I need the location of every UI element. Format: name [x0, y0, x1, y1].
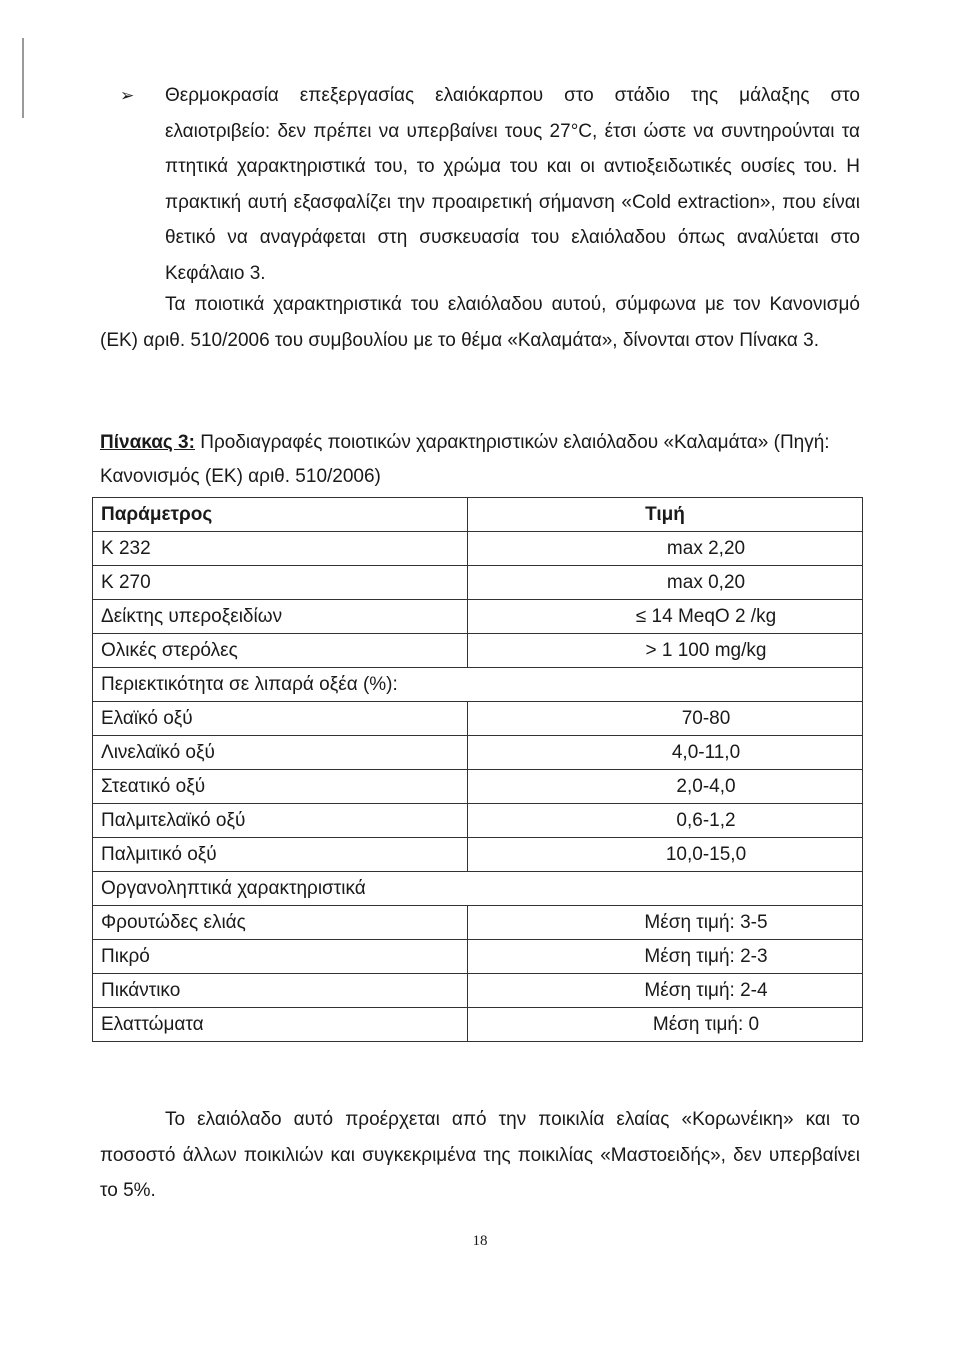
arrow-bullet-icon: ➢	[120, 86, 135, 105]
header-value: Τιμή	[468, 498, 863, 532]
parameter-cell: Παλμιτικό οξύ	[93, 838, 468, 872]
value-cell: ≤ 14 MeqO 2 /kg	[468, 600, 863, 634]
quality-paragraph: Τα ποιοτικά χαρακτηριστικά του ελαιόλαδου αυτού, σύμφωνα με τον Κανονισμό (ΕΚ) αριθ. 510/2006 του συμβουλίου με το θέμα «Καλαμάτα», δίνονται στον Πίνακα 3.	[100, 294, 860, 351]
parameter-cell: Δείκτης υπεροξειδίων	[93, 600, 468, 634]
value-cell: 4,0-11,0	[468, 736, 863, 770]
value-cell: max 0,20	[468, 566, 863, 600]
value-cell	[468, 872, 863, 906]
table-row	[93, 532, 863, 566]
header-parameter: Παράμετρος	[93, 498, 468, 532]
parameter-cell: K 270	[93, 566, 468, 600]
parameter-cell: Στεατικό οξύ	[93, 770, 468, 804]
value-cell: Μέση τιμή: 0	[468, 1008, 863, 1042]
table-row	[93, 872, 863, 906]
table-row	[93, 668, 863, 702]
bullet-paragraph	[120, 78, 860, 291]
value-cell: > 1 100 mg/kg	[468, 634, 863, 668]
table-row	[93, 940, 863, 974]
bullet-text: Θερμοκρασία επεξεργασίας ελαιόκαρπου στο στάδιο της μάλαξης στο ελαιοτριβείο: δεν πρέπει να υπερβαίνει τους 27°C, έτσι ώστε να συντηρούνται τα πτητικά χαρακτηριστικά του, το χρώμα του και οι αντιοξειδωτικές ουσίες του. Η πρακτική αυτή εξασφαλίζει την προαιρετική σήμανση «Cold extraction», που είναι θετικό να αναγράφεται στη συσκευασία του ελαιόλαδου όπως αναλύεται στο Κεφάλαιο 3.	[165, 85, 860, 284]
parameter-cell: Πικάντικο	[93, 974, 468, 1008]
variety-paragraph: Το ελαιόλαδο αυτό προέρχεται από την ποικιλία ελαίας «Κορωνέικη» και το ποσοστό άλλων ποικιλιών και συγκεκριμένα της ποικιλίας «Μαστοειδής», δεν υπερβαίνει το 5%.	[100, 1109, 860, 1201]
value-cell: Μέση τιμή: 2-3	[468, 940, 863, 974]
table-row	[93, 566, 863, 600]
parameter-cell: Περιεκτικότητα σε λιπαρά οξέα (%):	[93, 668, 468, 702]
page-number: 18	[472, 1233, 488, 1249]
parameter-cell: Πικρό	[93, 940, 468, 974]
scan-edge-mark	[22, 38, 24, 118]
table-row	[93, 600, 863, 634]
specifications-table	[92, 497, 863, 1042]
parameter-cell: Ολικές στερόλες	[93, 634, 468, 668]
parameter-cell: Φρουτώδες ελιάς	[93, 906, 468, 940]
table-row	[93, 770, 863, 804]
value-cell: 0,6-1,2	[468, 804, 863, 838]
value-cell: Μέση τιμή: 2-4	[468, 974, 863, 1008]
parameter-cell: Ελαϊκό οξύ	[93, 702, 468, 736]
table-header-row	[93, 498, 863, 532]
value-cell: 10,0-15,0	[468, 838, 863, 872]
parameter-cell: K 232	[93, 532, 468, 566]
value-cell: max 2,20	[468, 532, 863, 566]
parameter-cell: Λινελαϊκό οξύ	[93, 736, 468, 770]
table-caption-label: Πίνακας 3:	[100, 432, 195, 453]
value-cell: Μέση τιμή: 3-5	[468, 906, 863, 940]
table-caption	[100, 426, 860, 494]
table-row	[93, 634, 863, 668]
table-row	[93, 1008, 863, 1042]
table-body	[93, 532, 863, 1042]
parameter-cell: Ελαττώματα	[93, 1008, 468, 1042]
table-row	[93, 906, 863, 940]
value-cell: 2,0-4,0	[468, 770, 863, 804]
table-row	[93, 736, 863, 770]
table-row	[93, 804, 863, 838]
table-row	[93, 702, 863, 736]
table-row	[93, 974, 863, 1008]
parameter-cell: Παλμιτελαϊκό οξύ	[93, 804, 468, 838]
table-caption-text: Προδιαγραφές ποιοτικών χαρακτηριστικών ελαιόλαδου «Καλαμάτα» (Πηγή: Κανονισμός (ΕΚ) αριθ. 510/2006)	[100, 432, 830, 487]
parameter-cell: Οργανοληπτικά χαρακτηριστικά	[93, 872, 468, 906]
value-cell: 70-80	[468, 702, 863, 736]
table-row	[93, 838, 863, 872]
value-cell	[468, 668, 863, 702]
